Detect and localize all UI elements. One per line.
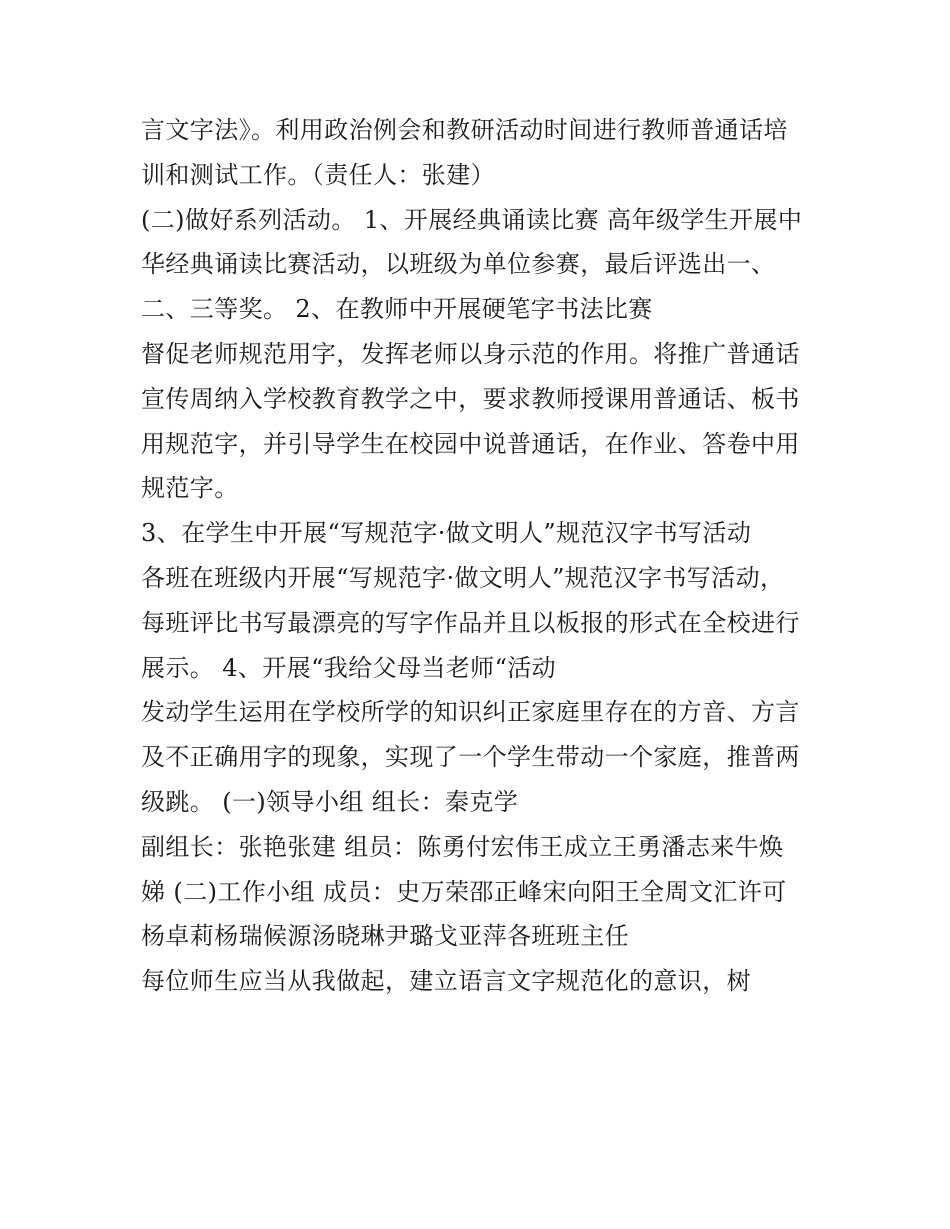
text-line: 级跳。 (一)领导小组 组长：秦克学 bbox=[141, 787, 519, 816]
text-line: 及不正确用字的现象，实现了一个学生带动一个家庭，推普两 bbox=[141, 743, 800, 772]
text-line: 训和测试工作。（责任人：张建） bbox=[141, 160, 495, 189]
text-line: 各班在班级内开展“写规范字·做文明人”规范汉字书写活动， bbox=[141, 563, 785, 592]
text-line: 每位师生应当从我做起，建立语言文字规范化的意识，树 bbox=[141, 967, 751, 996]
text-line: 用规范字，并引导学生在校园中说普通话，在作业、答卷中用 bbox=[141, 429, 800, 458]
text-line: 言文字法》。利用政治例会和教研活动时间进行教师普通话培 bbox=[141, 116, 788, 144]
text-line: 副组长：张艳张建 组员：陈勇付宏伟王成立王勇潘志来牛焕 bbox=[141, 832, 784, 861]
text-line: 杨卓莉杨瑞候源汤晓琳尹璐戈亚萍各班班主任 bbox=[141, 922, 629, 951]
text-line: 每班评比书写最漂亮的写字作品并且以板报的形式在全校进行 bbox=[141, 608, 800, 637]
text-line: 宣传周纳入学校教育教学之中，要求教师授课用普通话、板书 bbox=[141, 384, 800, 413]
text-line: 华经典诵读比赛活动，以班级为单位参赛，最后评选出一、 bbox=[141, 250, 776, 279]
text-line: 娣 (二)工作小组 成员：史万荣邵正峰宋向阳王全周文汇许可 bbox=[141, 877, 787, 906]
text-line: 展示。 4、开展“我给父母当老师“活动 bbox=[141, 653, 557, 682]
text-line: 二、三等奖。 2、在教师中开展硬笔字书法比赛 bbox=[141, 295, 653, 324]
text-line: 督促老师规范用字，发挥老师以身示范的作用。将推广普通话 bbox=[141, 339, 800, 368]
text-line: 3、在学生中开展“写规范字·做文明人”规范汉字书写活动 bbox=[141, 519, 752, 548]
document-body bbox=[141, 108, 821, 1004]
text-line: 规范字。 bbox=[141, 474, 239, 503]
text-line: 发动学生运用在学校所学的知识纠正家庭里存在的方音、方言 bbox=[141, 698, 800, 727]
text-line: (二)做好系列活动。 1、开展经典诵读比赛 高年级学生开展中 bbox=[141, 205, 803, 234]
